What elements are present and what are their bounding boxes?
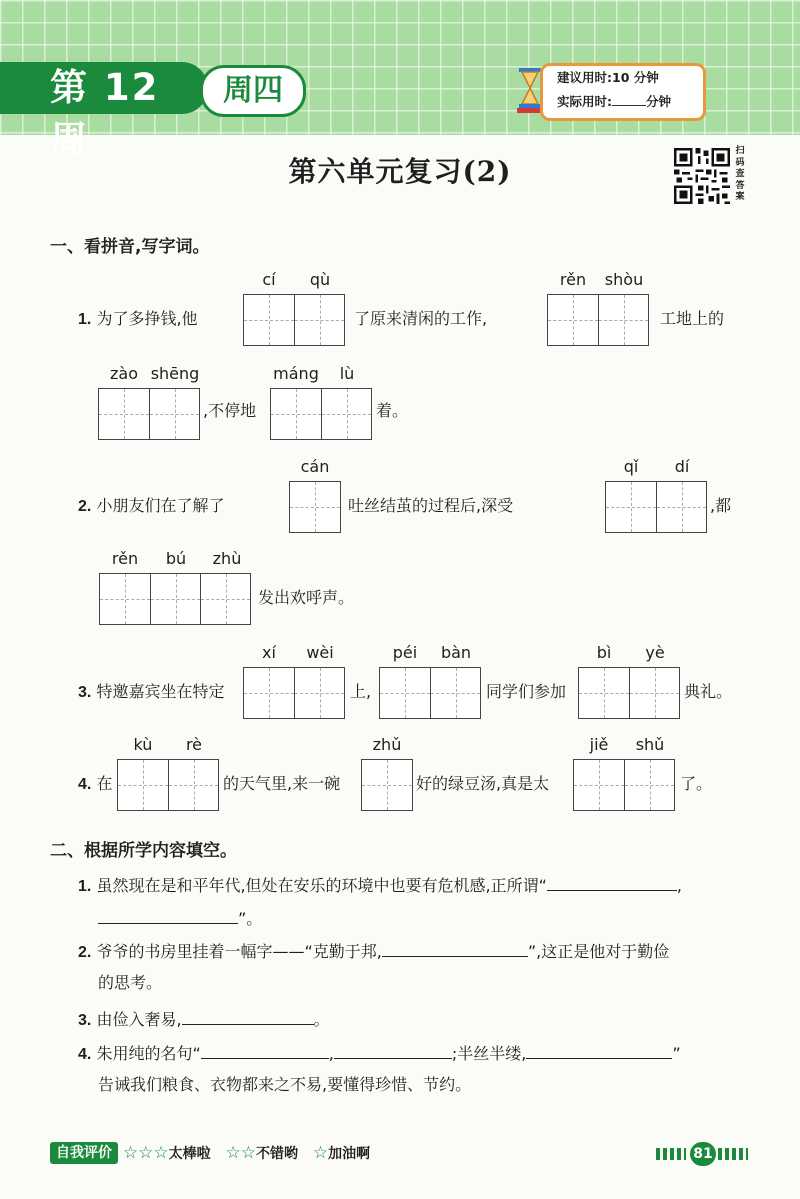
pinyin: dí <box>674 457 690 476</box>
q2-line1: 2. 小朋友们在了解了 <box>78 496 225 515</box>
pinyin: jiě <box>589 735 609 754</box>
pinyin: lù <box>339 364 355 383</box>
pinyin: bàn <box>440 643 472 662</box>
actual-time: 实际用时: 分钟 <box>557 94 672 109</box>
s2-q1-line1: 1. 虽然现在是和平年代,但处在安乐的环境中也要有危机感,正所谓“ , <box>78 872 682 899</box>
writing-grid-renshou[interactable] <box>547 294 649 346</box>
pinyin: xí <box>262 643 276 662</box>
writing-grid-jieshu[interactable] <box>573 759 675 811</box>
pinyin: rěn <box>111 549 139 568</box>
q4-text-b: 的天气里,来一碗 <box>223 774 341 793</box>
pinyin: zào <box>110 364 138 383</box>
suggested-time: 建议用时:10 分钟 <box>557 70 659 85</box>
section1-heading: 一、看拼音,写字词。 <box>50 237 210 257</box>
stripe-decoration <box>718 1148 748 1160</box>
day-label: 周四 <box>200 65 306 117</box>
qr-code-icon[interactable] <box>674 148 730 204</box>
q2-text-c: ,都 <box>710 496 732 515</box>
q2-text-b: 吐丝结茧的过程后,深受 <box>348 496 514 515</box>
pinyin: yè <box>645 643 665 662</box>
q3-text-d: 典礼。 <box>684 682 733 701</box>
q1-text-e: 着。 <box>376 401 409 420</box>
pinyin: shēng <box>150 364 200 383</box>
page-title: 第六单元复习(2) <box>288 155 512 188</box>
answer-blank[interactable] <box>526 1040 672 1059</box>
writing-grid-xiwei[interactable] <box>243 667 345 719</box>
rating-label: 不错哟 <box>255 1146 298 1162</box>
q4-text-c: 好的绿豆汤,真是太 <box>416 774 550 793</box>
answer-blank[interactable] <box>334 1040 452 1059</box>
pinyin: cán <box>300 457 330 476</box>
answer-blank[interactable] <box>182 1006 314 1025</box>
pinyin: kù <box>133 735 153 754</box>
q3-text-b: 上, <box>350 682 372 701</box>
q1-text-b: 了原来清闲的工作, <box>354 309 488 328</box>
s2-q2-line1: 2. 爷爷的书房里挂着一幅字——“克勤于邦, ”,这正是他对于勤俭 <box>78 938 669 965</box>
pinyin: shòu <box>604 270 644 289</box>
q3-text-c: 同学们参加 <box>486 682 567 701</box>
actual-time-blank[interactable] <box>612 93 646 106</box>
q1-line1: 1. 为了多挣钱,他 <box>78 309 198 328</box>
s2-q4-line2: 告诫我们粮食、衣物都来之不易,要懂得珍惜、节约。 <box>98 1075 472 1094</box>
writing-grid-qidi[interactable] <box>605 481 707 533</box>
s2-q3-line1: 3. 由俭入奢易, 。 <box>78 1006 330 1033</box>
week-label: 第 12 周 <box>0 62 208 114</box>
writing-grid-zaosheng[interactable] <box>98 388 200 440</box>
s2-q2-line2: 的思考。 <box>98 973 163 992</box>
pinyin: rěn <box>559 270 587 289</box>
writing-grid-peiban[interactable] <box>379 667 481 719</box>
page-number: 81 <box>656 1142 748 1166</box>
stripe-decoration <box>656 1148 686 1160</box>
q4-line1: 4. 在 <box>78 774 113 793</box>
writing-grid-renbuzhu[interactable] <box>99 573 251 625</box>
writing-grid-biye[interactable] <box>578 667 680 719</box>
writing-grid-ciqu[interactable] <box>243 294 345 346</box>
writing-grid-kure[interactable] <box>117 759 219 811</box>
writing-grid-zhu[interactable] <box>361 759 413 811</box>
s2-q1-line2: ”。 <box>98 905 262 931</box>
q2-text-d: 发出欢呼声。 <box>258 588 355 607</box>
time-box <box>540 63 706 121</box>
answer-blank[interactable] <box>201 1040 329 1059</box>
writing-grid-manglu[interactable] <box>270 388 372 440</box>
s2-q4-line1: 4. 朱用纯的名句“ , ;半丝半缕, ” <box>78 1040 681 1067</box>
q1-text-c: 工地上的 <box>660 309 725 328</box>
rating-label: 太棒啦 <box>168 1146 211 1162</box>
star-icon[interactable]: ☆ <box>312 1143 329 1163</box>
section2-heading: 二、根据所学内容填空。 <box>50 841 237 861</box>
pinyin: bì <box>596 643 612 662</box>
q3-line1: 3. 特邀嘉宾坐在特定 <box>78 682 225 701</box>
pinyin: cí <box>262 270 276 289</box>
pinyin: zhǔ <box>372 735 402 754</box>
pinyin: rè <box>185 735 203 754</box>
answer-blank[interactable] <box>382 938 528 957</box>
q1-text-d: ,不停地 <box>203 401 257 420</box>
answer-blank[interactable] <box>98 905 238 924</box>
pinyin: máng <box>273 364 319 383</box>
pinyin: zhù <box>212 549 242 568</box>
pinyin: qǐ <box>623 457 639 476</box>
answer-blank[interactable] <box>547 872 677 891</box>
pinyin: bú <box>165 549 187 568</box>
qr-label: 扫 码 查 答 案 <box>735 146 745 202</box>
pinyin: péi <box>392 643 418 662</box>
pinyin: shǔ <box>635 735 665 754</box>
self-eval-label: 自我评价 <box>50 1142 118 1164</box>
pinyin: wèi <box>306 643 334 662</box>
q4-text-d: 了。 <box>680 774 713 793</box>
self-evaluation <box>50 1142 380 1166</box>
writing-grid-can[interactable] <box>289 481 341 533</box>
rating-label: 加油啊 <box>328 1146 371 1162</box>
pinyin: qù <box>309 270 331 289</box>
star-icon[interactable]: ☆☆ <box>225 1143 256 1163</box>
star-icon[interactable]: ☆☆☆ <box>122 1143 169 1163</box>
